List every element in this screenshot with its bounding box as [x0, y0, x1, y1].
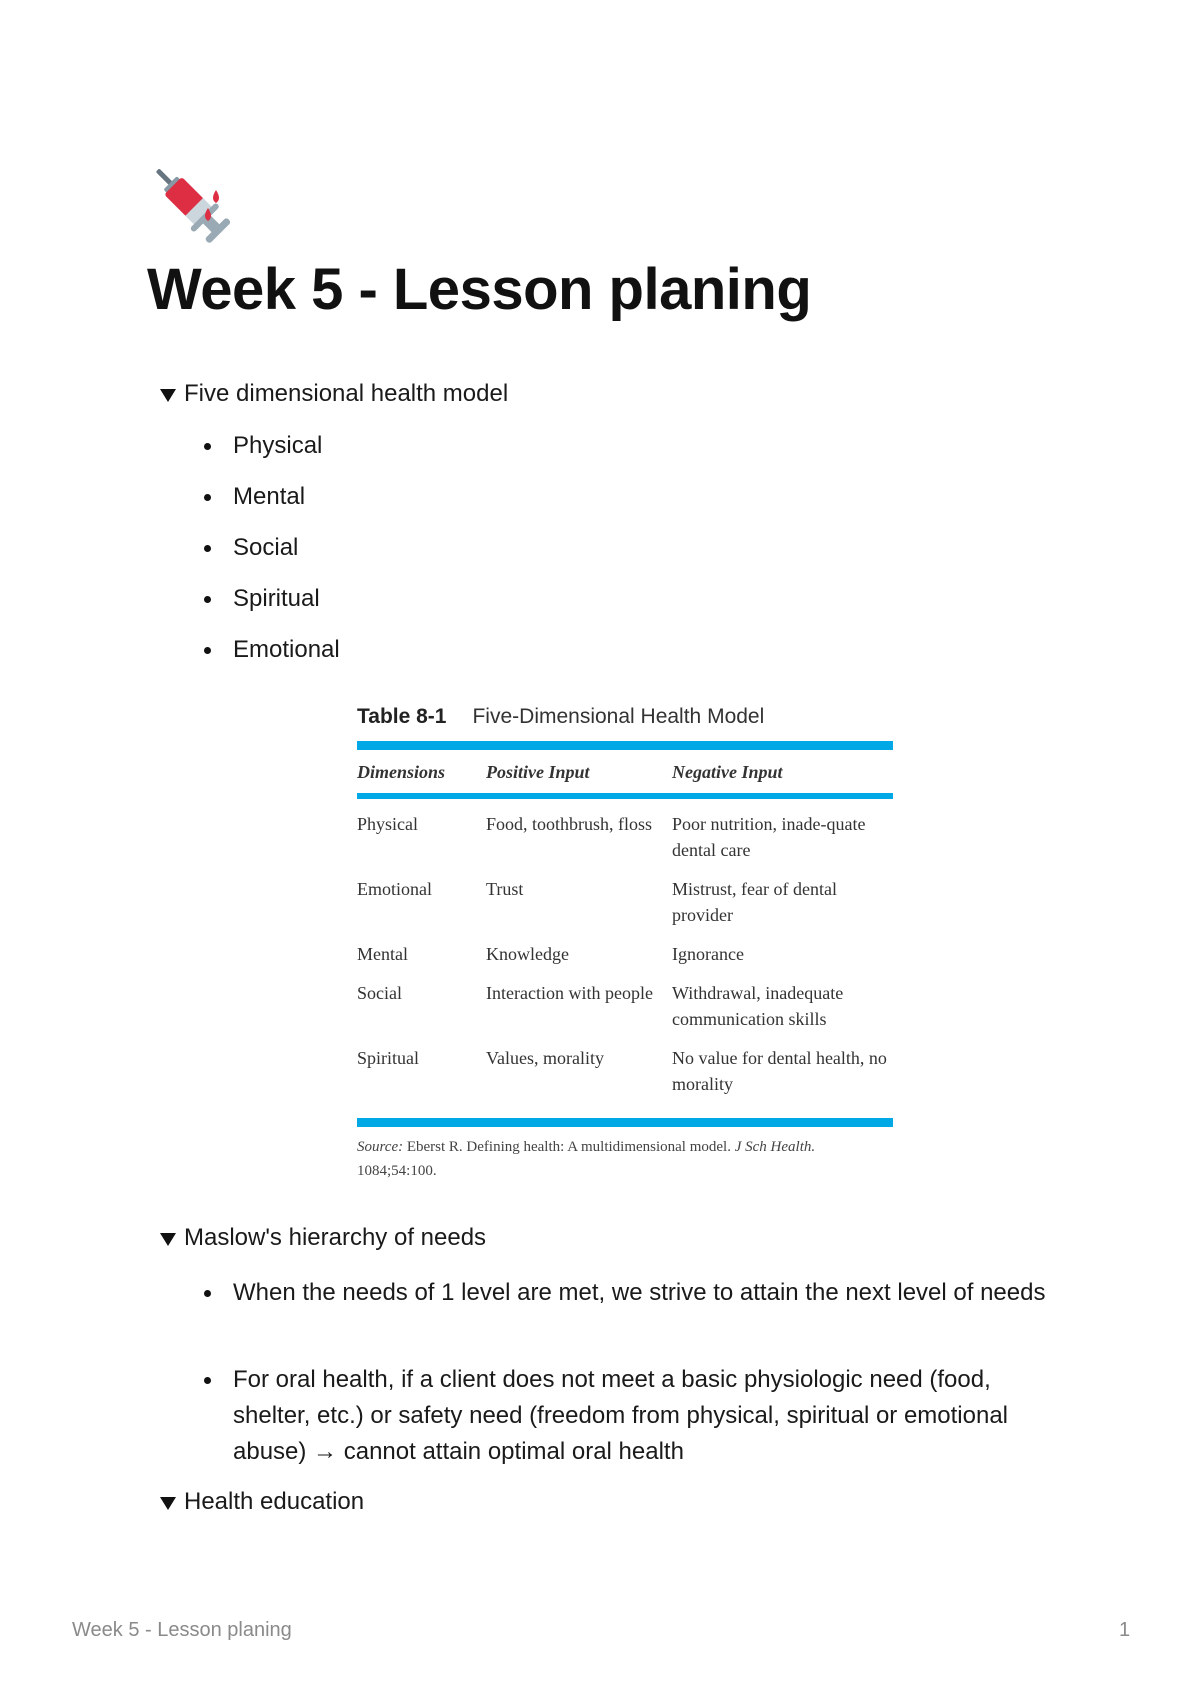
- bullet-icon: [204, 545, 211, 552]
- header-cell: Positive Input: [486, 762, 590, 782]
- toggle-label: Maslow's hierarchy of needs: [184, 1224, 487, 1251]
- table-row: Spiritual Values, morality No value for dental health, no morality: [357, 1048, 887, 1094]
- triangle-down-icon[interactable]: [160, 1233, 176, 1246]
- syringe-icon: [146, 158, 236, 248]
- bullet-icon: [204, 494, 211, 501]
- page-number: 1: [1119, 1619, 1131, 1641]
- list-item: Social: [204, 530, 298, 566]
- list-item: When the needs of 1 level are met, we strive to attain the next level of needs: [204, 1275, 1064, 1311]
- header-cell: Negative Input: [672, 762, 783, 782]
- list-item: Physical: [204, 428, 322, 464]
- table-bottom-rule: [357, 1118, 893, 1127]
- triangle-down-icon[interactable]: [160, 389, 176, 402]
- toggle-label: Five dimensional health model: [184, 380, 509, 407]
- table-row: Mental Knowledge Ignorance: [357, 944, 744, 964]
- bullet-icon: [204, 1290, 211, 1297]
- table-row: Physical Food, toothbrush, floss Poor nutrition, inade-quate dental care: [357, 814, 866, 860]
- list-item: Spiritual: [204, 581, 320, 617]
- table-row: Social Interaction with people Withdrawal, inadequate communication skills: [357, 983, 844, 1029]
- table-top-rule: [357, 741, 893, 750]
- toggle-maslows-hierarchy[interactable]: [160, 1224, 486, 1252]
- page-title: Week 5 - Lesson planing: [147, 257, 812, 322]
- bullet-icon: [204, 596, 211, 603]
- footer-title: Week 5 - Lesson planing: [72, 1619, 292, 1641]
- bullet-icon: [204, 647, 211, 654]
- list-item: Mental: [204, 479, 305, 515]
- table-source: Source: Eberst R. Defining health: A multidimensional model. J Sch Health. 1084;54:100.: [357, 1139, 816, 1179]
- toggle-label: Health education: [184, 1488, 365, 1515]
- toggle-health-education[interactable]: [160, 1488, 364, 1516]
- table-title: Five-Dimensional Health Model: [472, 705, 765, 728]
- triangle-down-icon[interactable]: [160, 1497, 176, 1510]
- toggle-five-dimensional-health-model[interactable]: [160, 380, 508, 408]
- list-item: For oral health, if a client does not meet a basic physiologic need (food, shelter, etc.) or safety need (freedom from physical, spiritual or emotional abuse) → cannot attain optimal oral health: [204, 1362, 1064, 1470]
- header-cell: Dimensions: [357, 762, 446, 782]
- table-caption: [357, 705, 893, 741]
- list-item: Emotional: [204, 632, 340, 668]
- table-label: Table 8-1: [357, 705, 447, 728]
- bullet-icon: [204, 1377, 211, 1384]
- table-header-row: [357, 750, 893, 793]
- bullet-icon: [204, 443, 211, 450]
- table-image-five-dimensional-health-model: [357, 705, 893, 1183]
- table-row: Emotional Trust Mistrust, fear of dental provider: [357, 879, 837, 925]
